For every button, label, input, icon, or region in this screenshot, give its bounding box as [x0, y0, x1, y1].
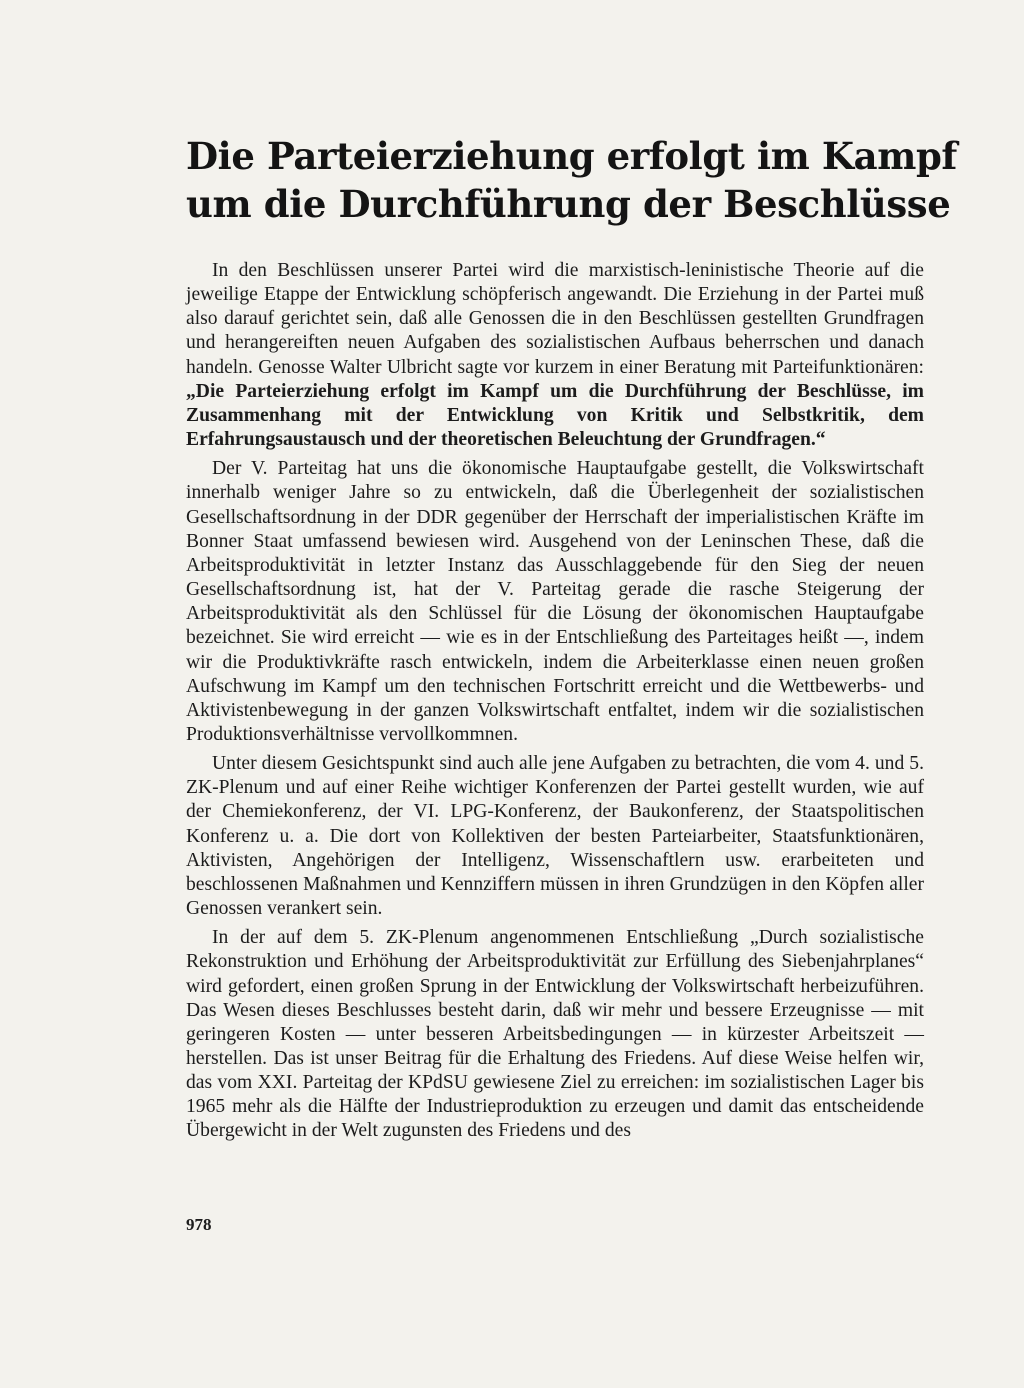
article-title — [186, 132, 957, 228]
article — [186, 132, 957, 1149]
article-body — [186, 259, 924, 1144]
paragraph-1 — [186, 259, 924, 452]
article-title-line-1: Die Parteierziehung erfolgt im Kampf — [186, 134, 957, 178]
paragraph-4: In der auf dem 5. ZK-Plenum angenommenen Entschließung „Durch sozialistische Rekonstruktion und Erhöhung der Arbeitsproduktivität zur Erfüllung des Siebenjahrplanes“ wird gefordert, einen großen Sprung in der Entwicklung der Volkswirtschaft herbeizuführen. Das Wesen dieses Beschlusses besteht darin, daß wir mehr und bessere Erzeugnisse — mit geringeren Kosten — unter besseren Arbeitsbedingungen — in kürzester Arbeitszeit — herstellen. Das ist unser Beitrag für die Erhaltung des Friedens. Auf diese Weise helfen wir, das vom XXI. Parteitag der KPdSU gewiesene Ziel zu erreichen: im sozialistischen Lager bis 1965 mehr als die Hälfte der Industrieproduktion zu erzeugen und damit das entscheidende Übergewicht in der Welt zugunsten des Friedens und des — [186, 927, 924, 1142]
paragraph-2: Der V. Parteitag hat uns die ökonomische Hauptaufgabe gestellt, die Volkswirtschaft innerhalb weniger Jahre so zu entwickeln, daß die Überlegenheit der sozialistischen Gesellschaftsordnung in der DDR gegenüber der Herrschaft der imperialistischen Kräfte im Bonner Staat umfassend bewiesen wird. Ausgehend von der Leninschen These, daß die Arbeitsproduktivität in letzter Instanz das Ausschlaggebende für den Sieg der neuen Gesellschaftsordnung ist, hat der V. Parteitag gerade die rasche Steigerung der Arbeitsproduktivität als den Schlüssel für die Lösung der ökonomischen Hauptaufgabe bezeichnet. Sie wird erreicht — wie es in der Entschließung des Parteitages heißt —, indem wir die Produktivkräfte rasch entwickeln, indem die Arbeiterklasse einen neuen großen Aufschwung im Kampf um den technischen Fortschritt erreicht und die Wettbewerbs- und Aktivistenbewegung in der ganzen Volkswirtschaft entfaltet, indem wir die sozialistischen Produktionsverhältnisse vervollkommnen. — [186, 458, 924, 745]
page-number: 978 — [186, 1215, 212, 1234]
paragraph-1-intro: In den Beschlüssen unserer Partei wird die marxistisch-leninistische Theorie auf die jeweilige Etappe der Entwicklung schöpferisch angewandt. Die Erziehung in der Partei muß also darauf gerichtet sein, daß alle Genossen die in den Beschlüssen gestellten Grundfragen und herangereiften neuen Aufgaben des sozialistischen Aufbaus beherrschen und danach handeln. Genosse Walter Ulbricht sagte vor kurzem in einer Beratung mit Parteifunktionären: — [186, 260, 924, 378]
paragraph-3: Unter diesem Gesichtspunkt sind auch alle jene Aufgaben zu betrachten, die vom 4. und 5. ZK-Plenum und auf einer Reihe wichtiger Konferenzen der Partei gestellt wurden, wie auf der Chemiekonferenz, der VI. LPG-Konferenz, der Baukonferenz, der Staatspolitischen Konferenz u. a. Die dort von Kollektiven der besten Parteiarbeiter, Staatsfunktionären, Aktivisten, Angehörigen der Intelligenz, Wissenschaftlern usw. erarbeiteten und beschlossenen Maßnahmen und Kennziffern müssen in ihren Grundzügen in den Köpfen aller Genossen verankert sein. — [186, 753, 924, 920]
ulbricht-quote: „Die Parteierziehung erfolgt im Kampf um die Durchführung der Beschlüsse, im Zusammenhang mit der Entwicklung von Kritik und Selbstkritik, dem Erfahrungsaustausch und der theoretischen Beleuchtung der Grundfragen.“ — [186, 380, 924, 451]
article-title-line-2: um die Durchführung der Beschlüsse — [186, 182, 951, 226]
